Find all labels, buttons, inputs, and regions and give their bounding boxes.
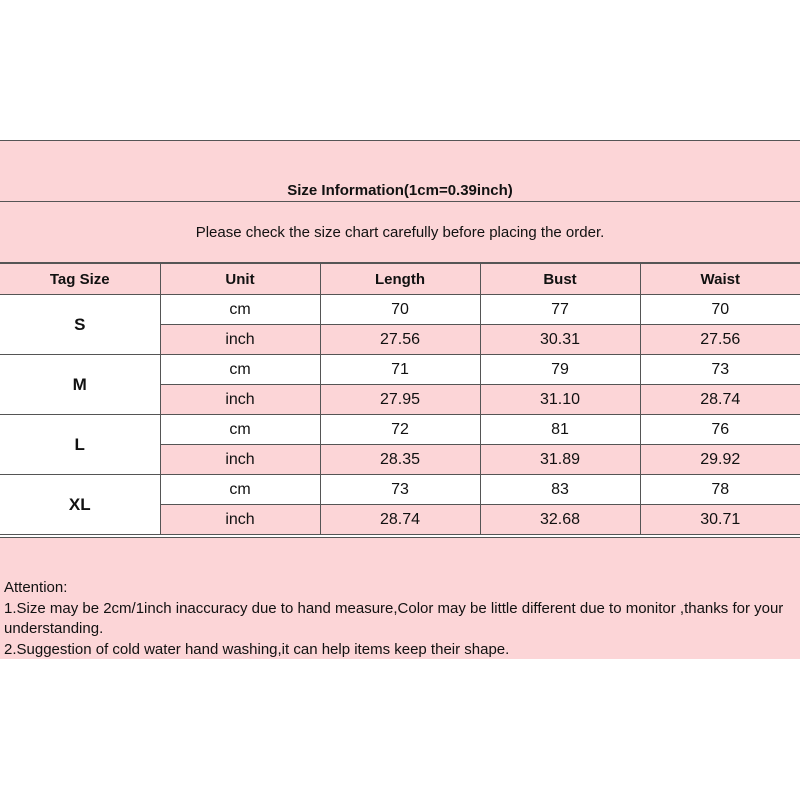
waist-cell: 73 [640, 355, 800, 385]
chart-notice-text: Please check the size chart carefully before placing the order. [195, 223, 605, 241]
table-row [0, 415, 800, 445]
bust-cell: 31.89 [480, 445, 640, 475]
size-tag: S [0, 295, 160, 355]
length-cell: 28.35 [320, 445, 480, 475]
size-tag: L [0, 415, 160, 475]
length-cell: 70 [320, 295, 480, 325]
waist-cell: 29.92 [640, 445, 800, 475]
length-cell: 72 [320, 415, 480, 445]
table-row [0, 475, 800, 505]
waist-cell: 76 [640, 415, 800, 445]
bust-cell: 83 [480, 475, 640, 505]
unit-cell: cm [160, 295, 320, 325]
size-tag: M [0, 355, 160, 415]
unit-cell: cm [160, 415, 320, 445]
waist-cell: 78 [640, 475, 800, 505]
bust-cell: 30.31 [480, 325, 640, 355]
chart-title [0, 141, 800, 202]
header-length: Length [320, 264, 480, 295]
waist-cell: 30.71 [640, 505, 800, 535]
bust-cell: 77 [480, 295, 640, 325]
length-cell: 27.95 [320, 385, 480, 415]
attention-notes [0, 537, 800, 659]
unit-cell: cm [160, 475, 320, 505]
table-header-row [0, 264, 800, 295]
chart-title-text: Size Information(1cm=0.39inch) [287, 182, 513, 199]
length-cell: 71 [320, 355, 480, 385]
bust-cell: 31.10 [480, 385, 640, 415]
size-table [0, 263, 800, 535]
unit-cell: cm [160, 355, 320, 385]
bust-cell: 79 [480, 355, 640, 385]
table-row [0, 355, 800, 385]
unit-cell: inch [160, 325, 320, 355]
waist-cell: 28.74 [640, 385, 800, 415]
unit-cell: inch [160, 505, 320, 535]
waist-cell: 27.56 [640, 325, 800, 355]
length-cell: 27.56 [320, 325, 480, 355]
header-tag-size: Tag Size [0, 264, 160, 295]
table-row [0, 295, 800, 325]
length-cell: 28.74 [320, 505, 480, 535]
waist-cell: 70 [640, 295, 800, 325]
attention-heading: Attention: [4, 579, 68, 596]
header-bust: Bust [480, 264, 640, 295]
length-cell: 73 [320, 475, 480, 505]
size-tag: XL [0, 475, 160, 535]
unit-cell: inch [160, 385, 320, 415]
attention-line-2: 2.Suggestion of cold water hand washing,it can help items keep their shape. [4, 640, 510, 658]
bust-cell: 81 [480, 415, 640, 445]
bust-cell: 32.68 [480, 505, 640, 535]
size-chart [0, 140, 800, 659]
unit-cell: inch [160, 445, 320, 475]
header-waist: Waist [640, 264, 800, 295]
attention-line-1: 1.Size may be 2cm/1inch inaccuracy due to hand measure,Color may be little different due to monitor ,thanks for your understanding. [4, 599, 784, 637]
chart-notice [0, 202, 800, 263]
header-unit: Unit [160, 264, 320, 295]
